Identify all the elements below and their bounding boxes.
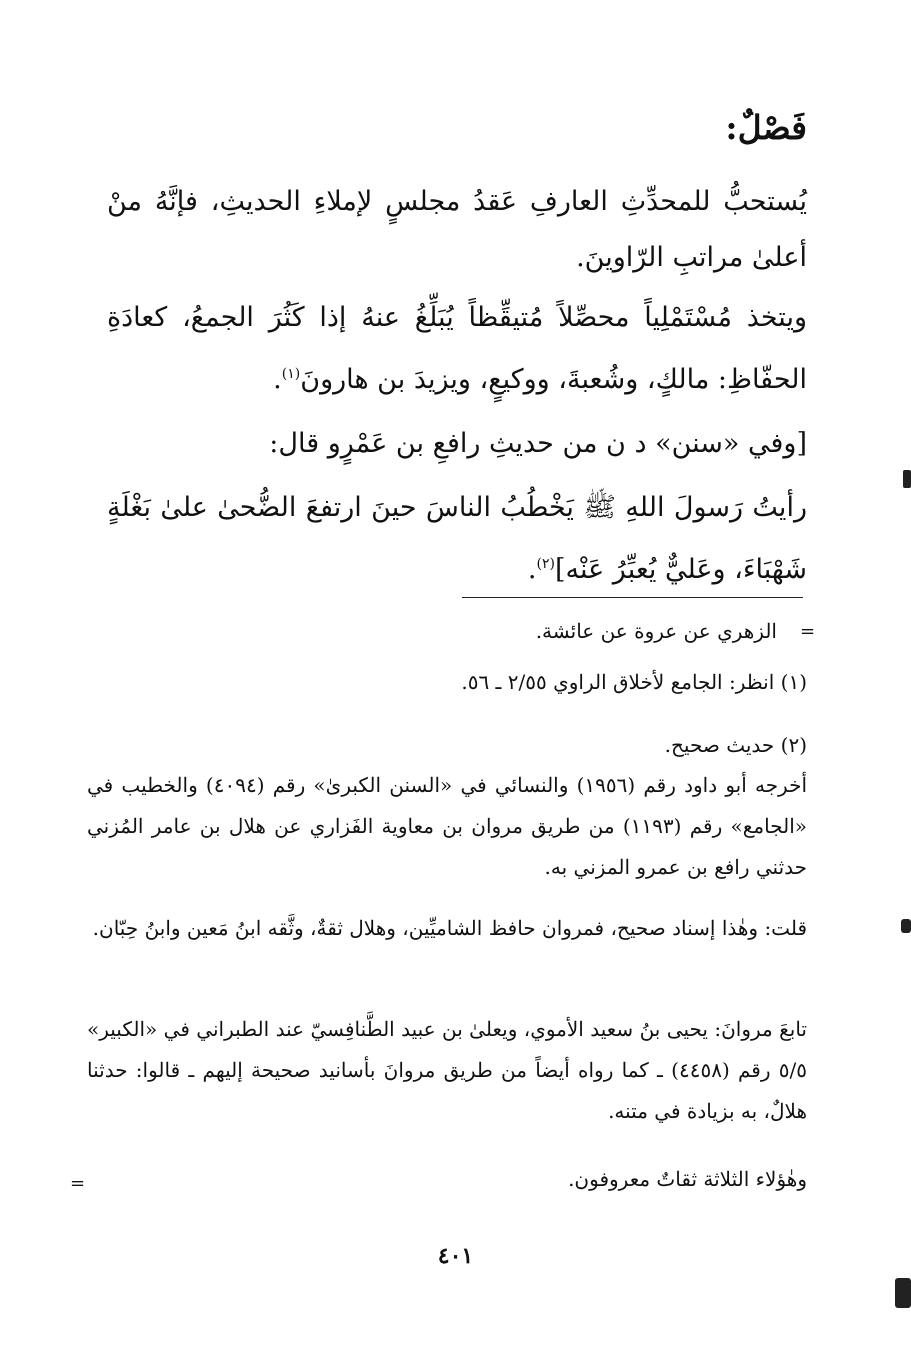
scan-mark bbox=[895, 1278, 911, 1308]
footnote-2-para-4: وهٰؤلاء الثلاثة ثقاتٌ معروفون. bbox=[568, 1167, 807, 1191]
paragraph-2-text: ويتخذ مُسْتَمْلِياً محصِّلاً مُتيقِّظاً يُبَلِّغُ عنهُ إذا كَثُرَ الجمعُ، كعادَةِ الحفّاظِ: مالكٍ، وشُعبةَ، ووكيعٍ، ويزيدَ بن هارونَ bbox=[107, 302, 807, 395]
footnote-2-para-1: أخرجه أبو داود رقم (١٩٥٦) والنسائي في «السنن الكبرىٰ» رقم (٤٠٩٤) والخطيب في «الجامع» رقم (١١٩٣) من طريق مروان بن معاوية الفَزاري عن هلال بن عامر المُزني حدثني رافع بن عمرو المزني به. bbox=[87, 773, 808, 879]
paragraph-2 bbox=[107, 290, 807, 408]
paragraph-4-end: . bbox=[527, 554, 537, 585]
section-heading: فَصْلٌ: bbox=[725, 108, 807, 147]
paragraph-4-text: رأيتُ رَسولَ اللهِ ﷺ يَخْطُبُ الناسَ حينَ ارتفعَ الضُّحىٰ علىٰ بَغْلَةٍ شَهْبَاءَ، وعَليٌّ يُعبِّرُ عَنْه] bbox=[107, 492, 807, 585]
footnote-divider bbox=[462, 597, 803, 598]
scan-mark bbox=[901, 919, 911, 933]
footnote-2-para-2: قلت: وهٰذا إسناد صحيح، فمروان حافظ الشاميِّين، وهلال ثقةٌ، وثَّقه ابنُ مَعين وابنُ حِبّان. bbox=[92, 916, 807, 940]
continued-mark: = bbox=[70, 1173, 86, 1194]
footnote-2-para-3: تابعَ مروانَ: يحيى بنُ سعيد الأموي، ويعلىٰ بن عبيد الطَّنافِسيّ عند الطبراني في «الكبير» ٥/٥ رقم (٤٤٥٨) ـ كما رواه أيضاً من طريق مروانَ بأسانيد صحيحة إليهم ـ قالوا: حدثنا هلالٌ، به بزيادة في متنه. bbox=[87, 1017, 808, 1123]
paragraph-2-end: . bbox=[273, 364, 282, 395]
scan-mark bbox=[903, 470, 911, 488]
footnote-ref-2: (٢) bbox=[536, 556, 555, 572]
footnote-1: (١) انظر: الجامع لأخلاق الراوي ٢/٥٥ ـ ٥٦. bbox=[461, 670, 807, 694]
paragraph-4 bbox=[107, 480, 807, 598]
paragraph-1: يُستحبُّ للمحدِّثِ العارفِ عَقدُ مجلسٍ لإملاءِ الحديثِ، فإنَّهُ منْ أعلىٰ مراتبِ الرّاوينَ. bbox=[107, 186, 807, 273]
footnote-continuation: الزهري عن عروة عن عائشة. bbox=[535, 619, 777, 643]
continuation-mark: = bbox=[800, 621, 816, 642]
page-number: ٤٠١ bbox=[437, 1243, 474, 1269]
paragraph-3: [وفي «سنن» د ن من حديثِ رافعِ بن عَمْرٍو قال: bbox=[269, 428, 807, 459]
footnote-2-title: (٢) حديث صحيح. bbox=[664, 733, 807, 757]
footnote-ref-1: (١) bbox=[281, 366, 301, 382]
